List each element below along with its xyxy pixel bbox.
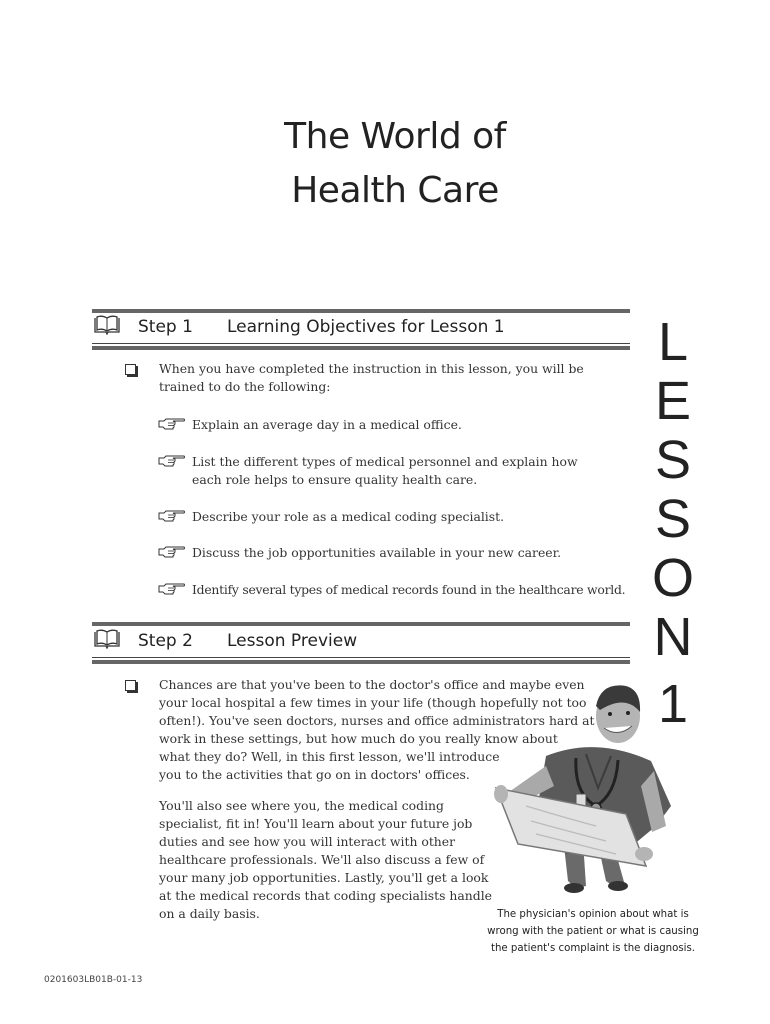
paragraph-line: at the medical records that coding specialists handle bbox=[159, 888, 493, 903]
objective-text: Identify several types of medical records found in the healthcare world. bbox=[192, 582, 626, 597]
title-line-1: The World of bbox=[284, 116, 506, 157]
lesson-letter: S bbox=[654, 430, 692, 490]
step1-header bbox=[92, 313, 630, 343]
lesson-letter: L bbox=[657, 312, 689, 372]
lesson-number: 1 bbox=[657, 674, 689, 734]
pointing-hand-icon bbox=[158, 417, 186, 431]
objective-text: each role helps to ensure quality health care. bbox=[192, 472, 478, 487]
step1-label: Step 1 bbox=[138, 317, 193, 337]
lesson-letter: E bbox=[654, 371, 692, 431]
document-code: 0201603LB01B-01-13 bbox=[44, 975, 143, 985]
objective-text: Explain an average day in a medical office. bbox=[192, 417, 462, 432]
pointing-hand-icon bbox=[158, 582, 186, 596]
objective-text: Describe your role as a medical coding specialist. bbox=[192, 509, 505, 524]
step1-intro bbox=[159, 360, 584, 396]
objective-item bbox=[192, 416, 462, 434]
section-rule-mid bbox=[92, 343, 630, 344]
lesson-letter: O bbox=[651, 548, 694, 608]
caption-line: The physician's opinion about what is bbox=[497, 909, 689, 920]
objective-text: List the different types of medical personnel and explain how bbox=[192, 454, 578, 469]
title-line-2: Health Care bbox=[291, 170, 499, 211]
paragraph-line: often!). You've seen doctors, nurses and office administrators hard at bbox=[159, 713, 595, 728]
paragraph-line: what they do? Well, in this first lesson, we'll introduce bbox=[159, 749, 500, 764]
step2-header bbox=[92, 627, 630, 657]
pointing-hand-icon bbox=[158, 545, 186, 559]
objective-item bbox=[192, 453, 578, 489]
open-book-icon bbox=[94, 629, 120, 649]
paragraph-line: healthcare professionals. We'll also discuss a few of bbox=[159, 852, 485, 867]
section-rule-bottom bbox=[92, 346, 630, 350]
paragraph-line: specialist, fit in! You'll learn about your future job bbox=[159, 816, 473, 831]
step2-title: Lesson Preview bbox=[227, 631, 358, 651]
lesson-letter: S bbox=[654, 489, 692, 549]
doctor-photo bbox=[476, 676, 686, 898]
caption-line: the patient's complaint is the diagnosis. bbox=[490, 943, 696, 954]
step2-label: Step 2 bbox=[138, 631, 193, 651]
paragraph-line: your local hospital a few times in your life (though hopefully not too bbox=[159, 695, 587, 710]
objective-item bbox=[192, 544, 561, 562]
paragraph-line: your many job opportunities. Lastly, you'll get a look bbox=[159, 870, 489, 885]
open-book-icon bbox=[94, 315, 120, 335]
section-rule-bottom bbox=[92, 660, 630, 664]
intro-line: When you have completed the instruction in this lesson, you will be bbox=[159, 361, 584, 376]
section-rule-mid bbox=[92, 657, 630, 658]
paragraph-line: Chances are that you've been to the doctor's office and maybe even bbox=[159, 677, 585, 692]
paragraph-line: You'll also see where you, the medical coding bbox=[159, 798, 444, 813]
paragraph-line: duties and see how you will interact with other bbox=[159, 834, 456, 849]
pointing-hand-icon bbox=[158, 454, 186, 468]
page-title bbox=[0, 110, 770, 218]
lesson-letter: N bbox=[653, 607, 693, 667]
paragraph-line: on a daily basis. bbox=[159, 906, 260, 921]
objective-item bbox=[192, 508, 504, 526]
paragraph-line: you to the activities that go on in doctors' offices. bbox=[159, 767, 470, 782]
image-caption bbox=[478, 906, 708, 957]
objective-text: Discuss the job opportunities available in your new career. bbox=[192, 545, 562, 560]
preview-paragraph-2 bbox=[159, 797, 492, 923]
pointing-hand-icon bbox=[158, 509, 186, 523]
objective-item bbox=[192, 581, 625, 599]
paragraph-line: work in these settings, but how much do you really know about bbox=[159, 731, 558, 746]
checkbox-icon bbox=[125, 364, 136, 375]
caption-line: wrong with the patient or what is causing bbox=[487, 926, 699, 937]
intro-line: trained to do the following: bbox=[159, 379, 331, 394]
step1-title: Learning Objectives for Lesson 1 bbox=[227, 317, 505, 337]
checkbox-icon bbox=[125, 680, 136, 691]
section-rule-top bbox=[92, 622, 630, 626]
